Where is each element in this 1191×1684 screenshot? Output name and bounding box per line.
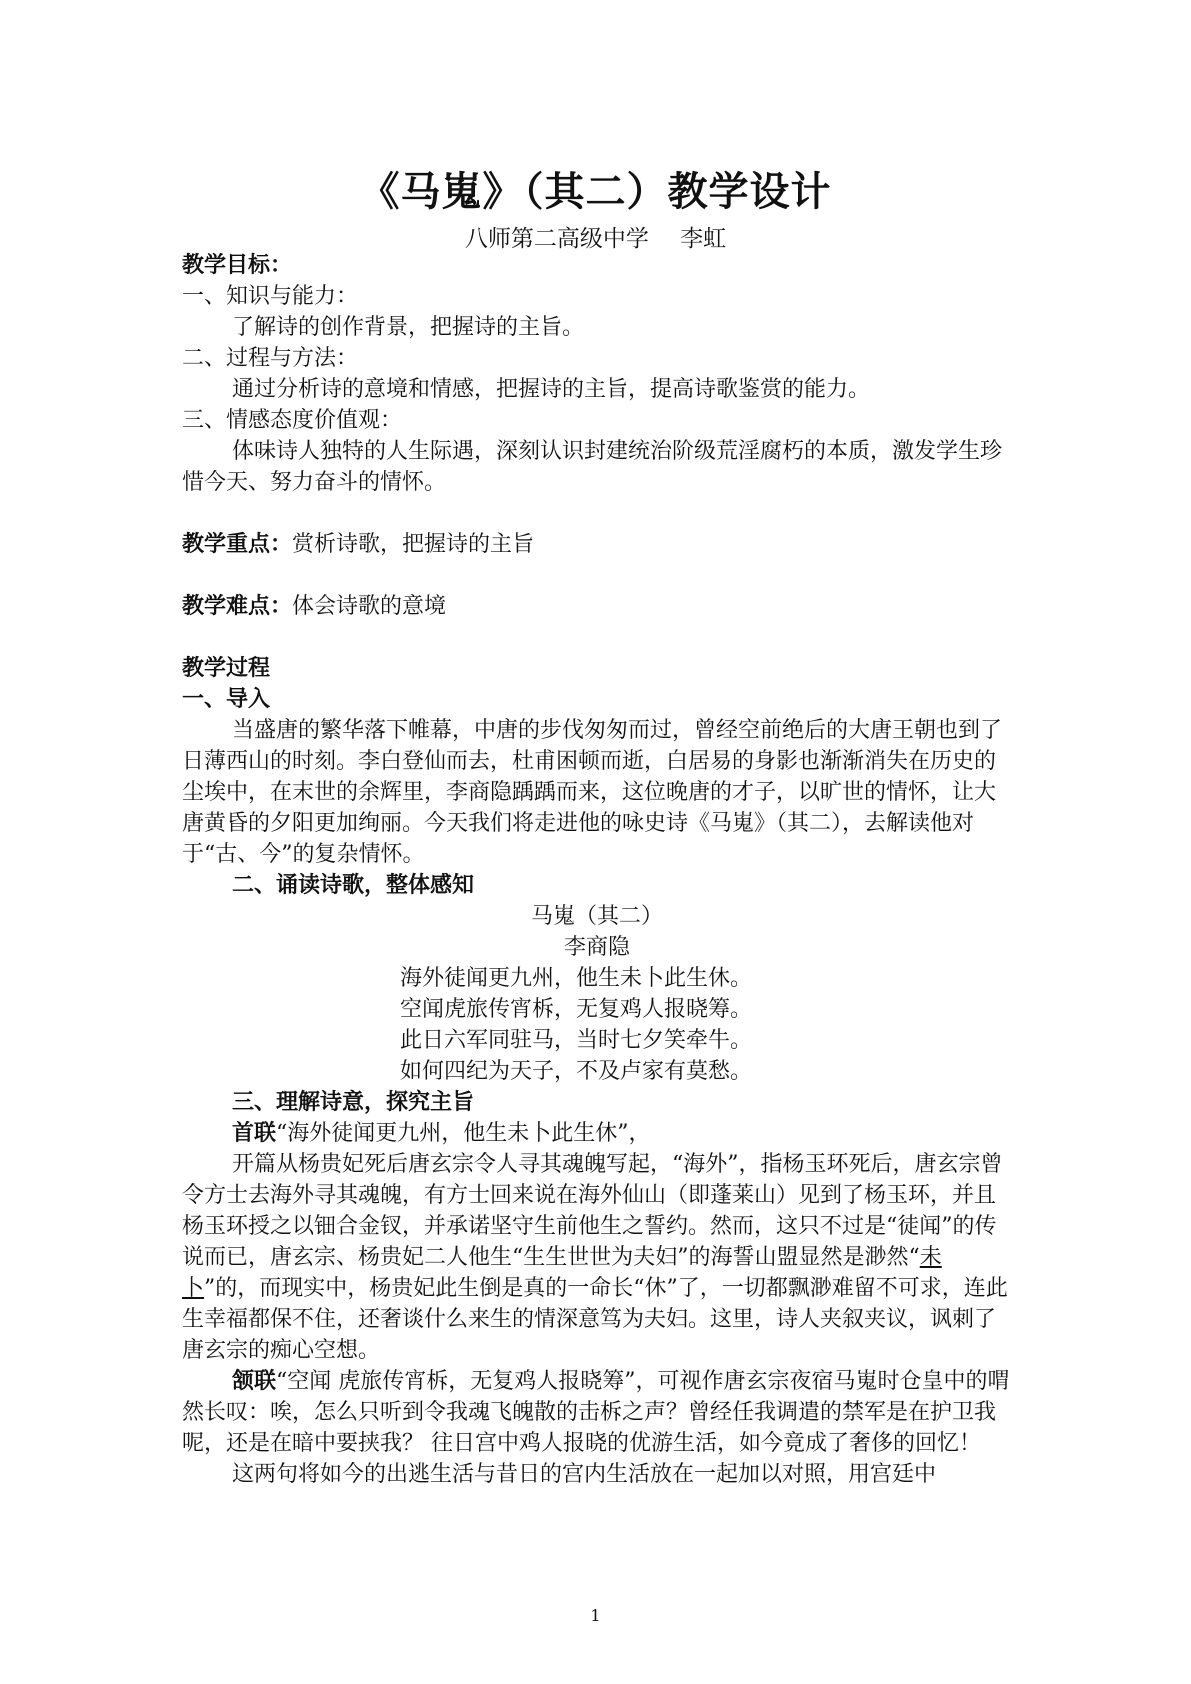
couplet1-text-b: ”的，而现实中，杨贵妃此生倒是真的一命长“休”了，一切都飘渺难留不可求，连此生幸福都保不住，还奢谈什么来生的情深意笃为夫妇。这里，诗人夹叙夹议，讽刺了唐玄宗的痴心空想。 [182,1276,1008,1363]
poem-title: 马嵬（其二） [530,904,663,929]
poem-line: 此日六军同驻马，当时七夕笑牵牛。 [400,1028,753,1053]
couplet1-quote: “海外徒闻更九州，他生未卜此生休”， [276,1121,651,1146]
poem-author: 李商隐 [563,935,630,960]
key-point-text: 赏析诗歌，把握诗的主旨 [292,532,535,557]
poem-line: 海外徒闻更九州，他生未卜此生休。 [400,966,753,991]
last-paragraph: 这两句将如今的出逃生活与昔日的宫内生活放在一起加以对照，用宫廷中 [232,1462,937,1487]
difficulty-text: 体会诗歌的意境 [292,594,447,619]
couplet1-text-a: 开篇从杨贵妃死后唐玄宗令人寻其魂魄写起，“海外”，指杨玉环死后，唐玄宗曾令方士去海外寻其魂魄，有方士回来说在海外仙山（即蓬莱山）见到了杨玉环，并且杨玉环授之以钿合金钗，并承诺坚守生前他生之誓约。然而，这只不过是“徒闻”的传说而已，唐玄宗、杨贵妃二人他生“生生世世为夫妇”的海誓山盟显然是渺然“ [182,1152,1003,1270]
key-point-label: 教学重点： [182,532,293,557]
couplet1-paragraph [182,1149,1012,1366]
couplet1-label: 首联 [232,1121,277,1146]
poem-line: 如何四纪为天子，不及卢家有莫愁。 [400,1059,753,1084]
intro-paragraph: 当盛唐的繁华落下帷幕，中唐的步伐匆匆而过，曾经空前绝后的大唐王朝也到了日薄西山的时刻。李白登仙而去，杜甫困顿而逝，白居易的身影也渐渐消失在历史的尘埃中，在末世的余辉里，李商隐踽踽而来，这位晚唐的才子，以旷世的情怀，让大唐黄昏的夕阳更加绚丽。今天我们将走进他的咏史诗《马嵬》（其二），去解读他对于“古、今”的复杂情怀。 [182,718,1003,867]
key-point [182,529,1012,560]
step1-heading: 一、导入 [182,687,271,712]
couplet2-paragraph [182,1366,1012,1459]
author-line [0,220,1191,253]
step2-heading: 二、诵读诗歌，整体感知 [232,873,475,898]
author-name: 李虹 [680,226,727,252]
goal2-heading: 二、过程与方法： [182,346,359,371]
school-name: 八师第二高级中学 [464,226,649,252]
page-number: 1 [590,1606,601,1625]
process-heading: 教学过程 [182,656,271,681]
document-body [182,250,1012,1490]
poem-line: 空闻虎旅传宵柝，无复鸡人报晓筹。 [400,997,753,1022]
difficulty-label: 教学难点： [182,594,293,619]
step3-heading: 三、理解诗意，探究主旨 [232,1090,475,1115]
goal1-heading: 一、知识与能力： [182,284,359,309]
goal2-text: 通过分析诗的意境和情感，把握诗的主旨，提高诗歌鉴赏的能力。 [232,377,871,402]
difficulty-point [182,591,1012,622]
goal3-heading: 三、情感态度价值观： [182,408,403,433]
goal3-text: 体味诗人独特的人生际遇，深刻认识封建统治阶级荒淫腐朽的本质，激发学生珍惜今天、努力奋斗的情怀。 [182,439,1003,495]
couplet1-underlined: 未卜 [182,1245,942,1301]
document-title: 《马嵬》（其二）教学设计 [359,169,832,215]
couplet2-text: “空闻 虎旅传宵柝，无复鸡人报晓筹”，可视作唐玄宗夜宿马嵬时仓皇中的喟然长叹：唉，怎么只听到令我魂飞魄散的击柝之声？曾经任我调遣的禁军是在护卫我呢，还是在暗中要挟我？ 往日宫中鸡人报晓的优游生活，如今竟成了奢侈的回忆！ [182,1369,1010,1456]
goal1-text: 了解诗的创作背景，把握诗的主旨。 [232,315,585,340]
goals-heading: 教学目标： [182,253,293,278]
couplet2-label: 颔联 [232,1369,277,1394]
couplet1-line [182,1118,1012,1149]
